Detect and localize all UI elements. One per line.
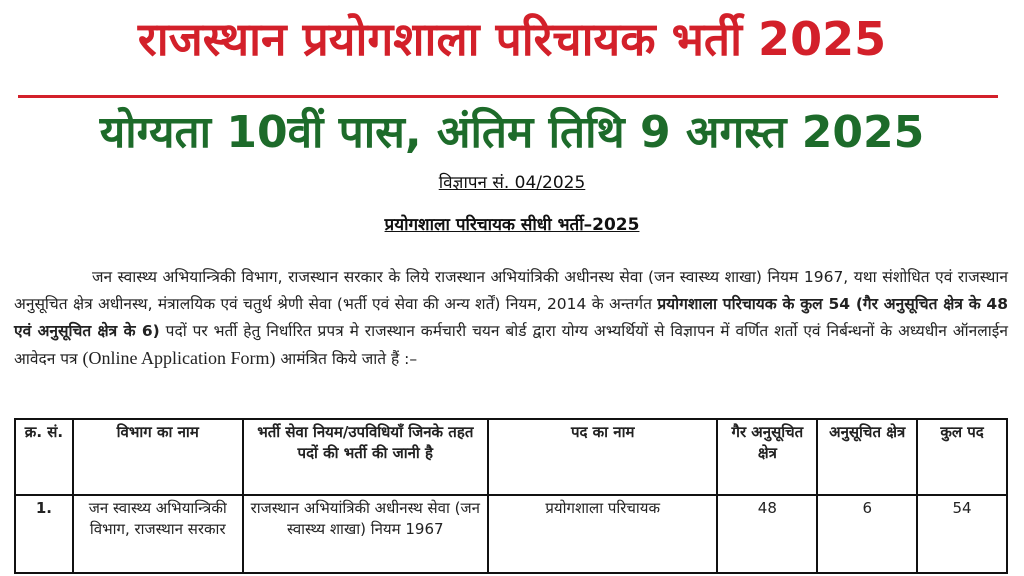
column-header: अनुसूचित क्षेत्र bbox=[817, 419, 917, 495]
headline-divider bbox=[18, 95, 998, 98]
table-cell: राजस्थान अभियांत्रिकी अधीनस्थ सेवा (जन स्वास्थ्य शाखा) नियम 1967 bbox=[243, 495, 488, 573]
column-header: पद का नाम bbox=[488, 419, 717, 495]
column-header: कुल पद bbox=[917, 419, 1007, 495]
table-cell: 48 bbox=[717, 495, 817, 573]
table-cell: 54 bbox=[917, 495, 1007, 573]
table-cell: 1. bbox=[15, 495, 73, 573]
table-cell: जन स्वास्थ्य अभियान्त्रिकी विभाग, राजस्थान सरकार bbox=[73, 495, 243, 573]
column-header: भर्ती सेवा नियम/उपविधियॉं जिनके तहत पदों की भर्ती की जानी है bbox=[243, 419, 488, 495]
paragraph-english-text: (Online Application Form) bbox=[82, 348, 276, 368]
paragraph-text: पदों पर भर्ती हेतु निर्धारित प्रपत्र मे राजस्थान कर्मचारी चयन बोर्ड द्वारा योग्य अभ्यर्थियों से विज्ञापन में वर्णित शर्तो एवं निर्बन्धनों के अध्यधीन ऑनलाईन आवेदन पत्र bbox=[14, 322, 1008, 368]
headline-title: राजस्थान प्रयोगशाला परिचायक भर्ती 2025 bbox=[137, 12, 887, 66]
paragraph-text: जन स्वास्थ्य अभियान्त्रिकी विभाग, राजस्थान सरकार के लिये राजस्थान अभियांत्रिकी अधीनस्थ सेवा (जन स्वास्थ्य शाखा) नियम 1967, यथा संशोधित एवं राजस्थान अनुसूचित क्षेत्र अधीनस्थ, मंत्रालयिक एवं चतुर्थ श्रेणी सेवा (भर्ती एवं सेवा की अन्य शर्तें) नियम, 2014 के अन्तर्गत bbox=[14, 268, 1008, 313]
table-cell: प्रयोगशाला परिचायक bbox=[488, 495, 717, 573]
table-row bbox=[15, 495, 1007, 573]
paragraph-text: आमंत्रित किये जाते हैं :– bbox=[275, 350, 418, 368]
headline-subtitle: योग्यता 10वीं पास, अंतिम तिथि 9 अगस्त 2025 bbox=[99, 107, 925, 158]
notice-title: प्रयोगशाला परिचायक सीधी भर्ती–2025 bbox=[384, 215, 640, 235]
table-header-row bbox=[15, 419, 1007, 495]
vacancy-table bbox=[14, 418, 1008, 574]
column-header: विभाग का नाम bbox=[73, 419, 243, 495]
notice-paragraph bbox=[14, 264, 1008, 373]
column-header: गैर अनुसूचित क्षेत्र bbox=[717, 419, 817, 495]
column-header: क्र. सं. bbox=[15, 419, 73, 495]
paragraph-bold-text: प्रयोगशाला परिचायक के कुल 54 (गैर अनुसूचित क्षेत्र के 48 एवं अनुसूचित क्षेत्र के 6) bbox=[14, 295, 1008, 340]
table-cell: 6 bbox=[817, 495, 917, 573]
advertisement-number: विज्ञापन सं. 04/2025 bbox=[438, 173, 586, 193]
